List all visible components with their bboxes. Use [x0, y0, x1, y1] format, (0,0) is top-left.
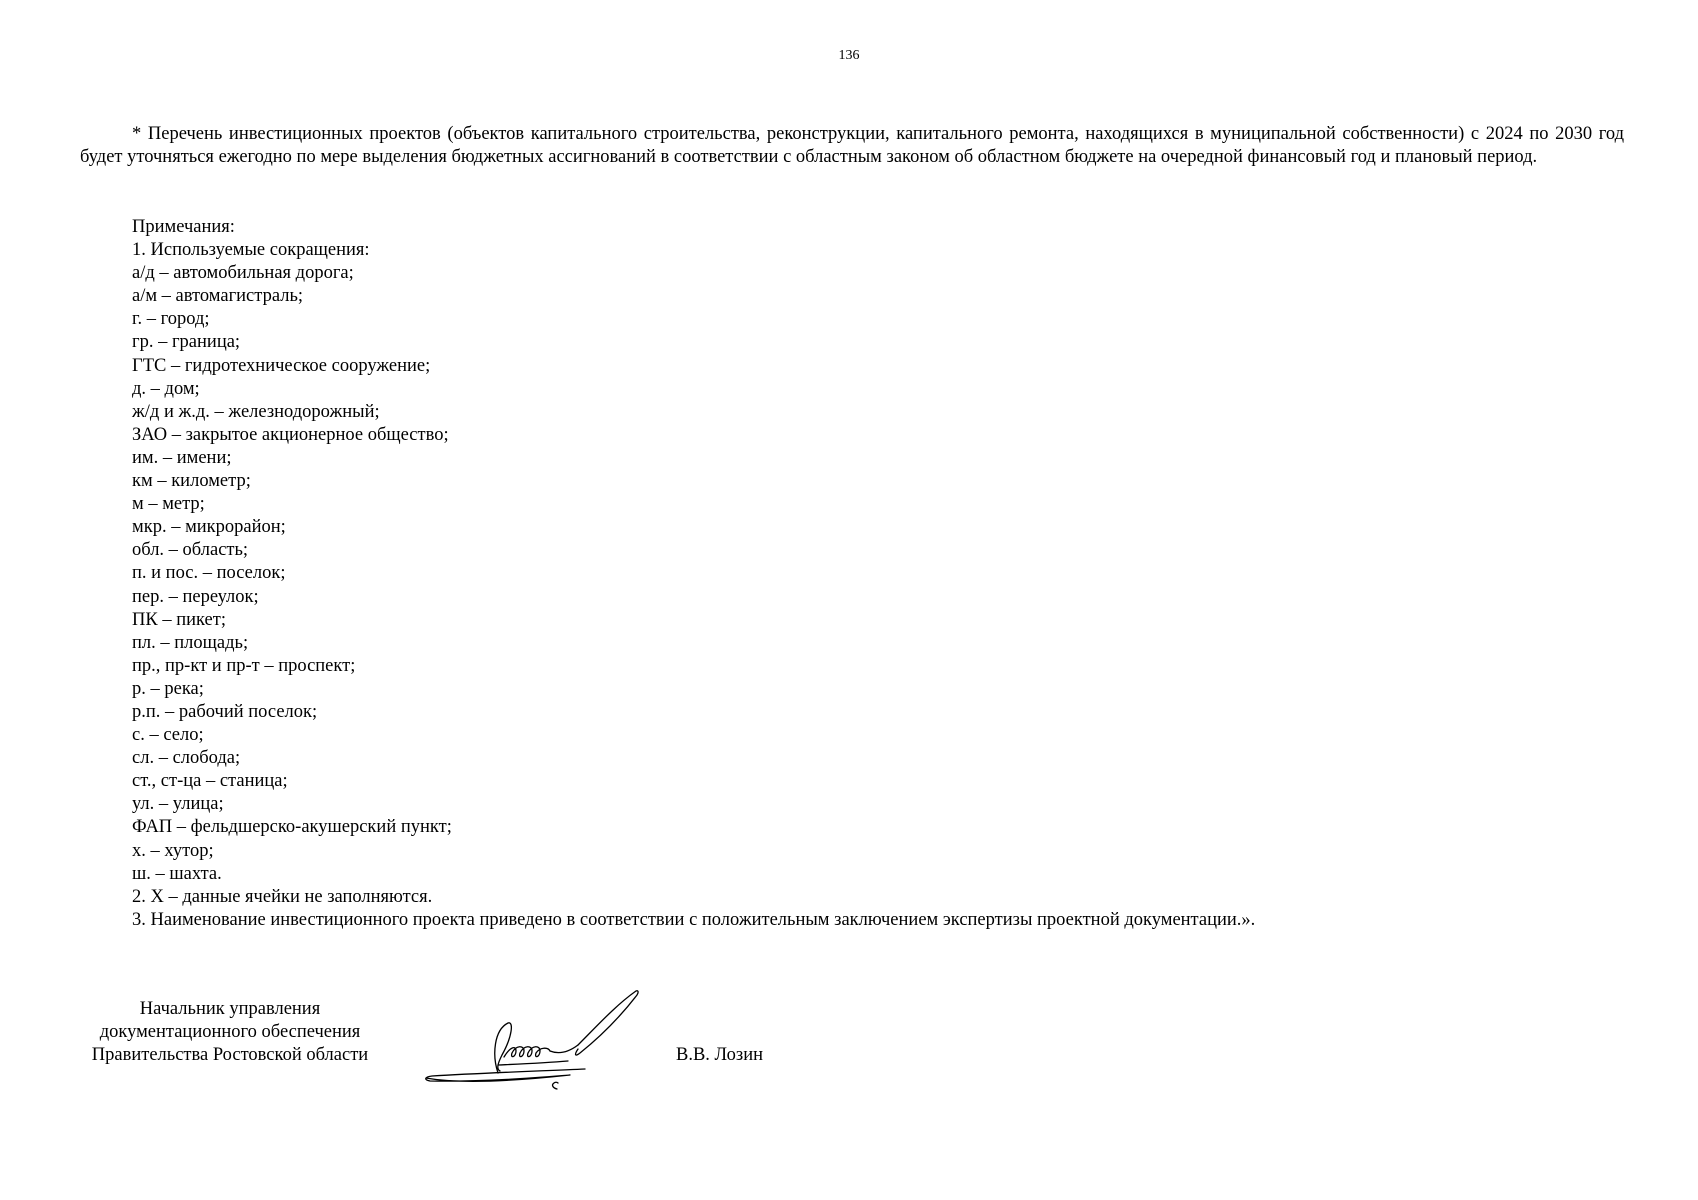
- abbreviation-item: ж/д и ж.д. – железнодорожный;: [132, 401, 380, 422]
- abbreviation-item: ГТС – гидротехническое сооружение;: [132, 355, 431, 376]
- abbreviation-item: с. – село;: [132, 725, 204, 746]
- abbreviation-item: пл. – площадь;: [132, 632, 249, 653]
- abbreviation-item: мкр. – микрорайон;: [132, 517, 286, 538]
- notes-section: [132, 216, 1582, 932]
- abbreviation-item: г. – город;: [132, 309, 210, 330]
- signer-name: В.В. Лозин: [676, 1045, 763, 1065]
- abbreviation-item: пр., пр-кт и пр-т – проспект;: [132, 655, 356, 676]
- abbreviation-item: сл. – слобода;: [132, 748, 241, 769]
- abbreviation-item: обл. – область;: [132, 540, 249, 561]
- abbreviation-item: им. – имени;: [132, 447, 232, 468]
- abbreviation-item: ш. – шахта.: [132, 863, 222, 884]
- signatory-position-line: документационного обеспечения: [99, 1022, 361, 1042]
- abbreviation-item: ул. – улица;: [132, 794, 224, 815]
- footnote-paragraph: * Перечень инвестиционных проектов (объектов капитального строительства, реконструкции, капитального ремонта, находящихся в муниципальной собственности) с 2024 по 2030 год будет уточняться ежегодно по мере выделения бюджетных ассигнований в соответствии с областным законом об областном бюджете на очередной финансовый год и плановый период.: [80, 124, 1624, 167]
- signatory-position: [60, 998, 400, 1067]
- abbreviation-item: пер. – переулок;: [132, 586, 259, 607]
- abbreviation-item: гр. – граница;: [132, 332, 241, 353]
- abbreviation-item: ЗАО – закрытое акционерное общество;: [132, 424, 449, 445]
- abbreviation-item: ПК – пикет;: [132, 609, 226, 630]
- abbreviation-item: д. – дом;: [132, 378, 200, 399]
- abbreviation-item: п. и пос. – поселок;: [132, 563, 286, 584]
- page-number: 136: [838, 48, 860, 63]
- abbreviation-item: х. – хутор;: [132, 840, 214, 861]
- abbreviation-item: м – метр;: [132, 494, 205, 515]
- abbreviation-item: ст., ст-ца – станица;: [132, 771, 288, 792]
- signatory-position-line: Начальник управления: [139, 999, 321, 1019]
- handwritten-signature: [420, 985, 660, 1095]
- note-2: 2. Х – данные ячейки не заполняются.: [132, 886, 433, 907]
- abbreviation-item: а/д – автомобильная дорога;: [132, 263, 354, 284]
- notes-heading: Примечания:: [132, 217, 235, 237]
- note-3: 3. Наименование инвестиционного проекта приведено в соответствии с положительным заключением экспертизы проектной документации.».: [132, 909, 1256, 930]
- abbreviation-item: р. – река;: [132, 678, 204, 699]
- abbreviation-item: а/м – автомагистраль;: [132, 286, 304, 307]
- abbreviation-item: км – километр;: [132, 471, 251, 492]
- signatory-position-line: Правительства Ростовской области: [91, 1045, 369, 1065]
- abbreviation-item: ФАП – фельдшерско-акушерский пункт;: [132, 817, 452, 838]
- abbreviations-title: 1. Используемые сокращения:: [132, 240, 370, 261]
- abbreviation-item: р.п. – рабочий поселок;: [132, 701, 318, 722]
